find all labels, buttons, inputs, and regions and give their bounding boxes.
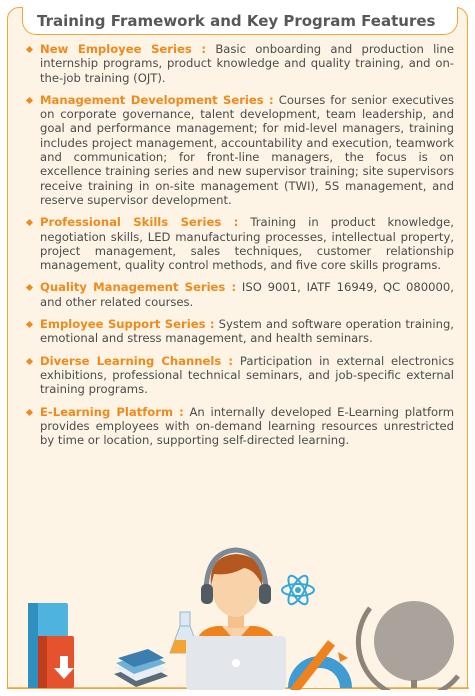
training-framework-panel xyxy=(7,7,468,689)
laptop-icon xyxy=(186,636,286,690)
feature-label: Diverse Learning Channels : xyxy=(40,353,234,368)
protractor-icon xyxy=(288,640,352,690)
feature-text: An internally developed E-Learning platform provides employees with on-demand learning resources unrestricted by time or location, supporting self-directed learning. xyxy=(40,404,454,448)
feature-label: Quality Management Series : xyxy=(40,280,237,295)
feature-text: ISO 9001, IATF 16949, QC 080000, and other related courses. xyxy=(40,280,454,309)
book-stack-icon xyxy=(114,649,168,687)
feature-label: Professional Skills Series : xyxy=(40,215,239,230)
feature-label: Employee Support Series : xyxy=(40,317,215,332)
feature-label: New Employee Series : xyxy=(40,42,207,56)
globe-icon xyxy=(358,601,458,690)
feature-text: Participation in external electronics exhibitions, professional technical seminars, and job-specific external training programs. xyxy=(40,353,454,397)
learning-illustration xyxy=(8,8,469,690)
panel-title: Training Framework and Key Program Features xyxy=(37,11,436,30)
atom-icon xyxy=(282,573,314,607)
feature-text: Courses for senior executives on corporate governance, talent development, team leadership, and goal and performance management; for mid-level managers, training includes project management, accountability and execution, teamwork and communication; for front-line managers, the focus is on excellence training series and new supervisor training; site supervisors receive training in on-site management (TWI), 5S management, and reserve supervisor development. xyxy=(40,92,454,207)
feature-label: E-Learning Platform : xyxy=(40,404,184,419)
feature-text: Basic onboarding and production line internship programs, product knowledge and quality training, and on-the-job training (OJT). xyxy=(40,42,454,85)
books-icon xyxy=(28,603,74,688)
feature-text: System and software operation training, emotional and stress management, and health seminars. xyxy=(40,317,454,346)
feature-text: Training in product knowledge, negotiation skills, LED manufacturing processes, intellectual property, project management, sales techniques, customer relationship management, quality control methods, and five core skills programs. xyxy=(40,215,454,273)
feature-label: Management Development Series : xyxy=(40,92,274,107)
